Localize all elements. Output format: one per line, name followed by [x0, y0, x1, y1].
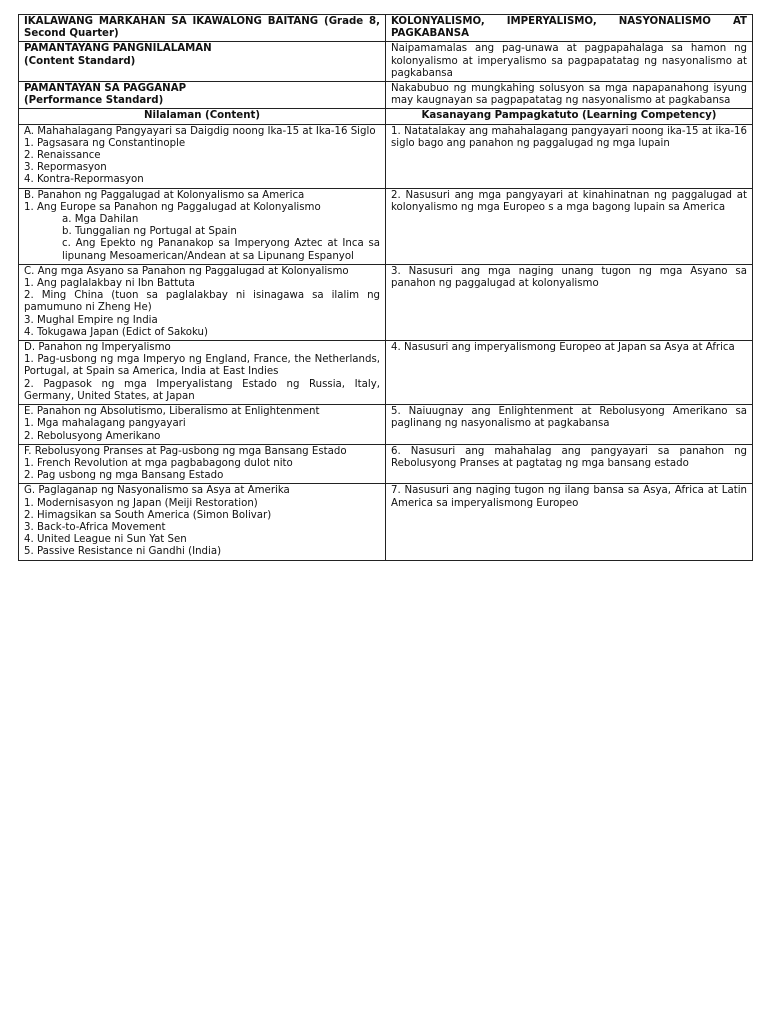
- content-column-header: Nilalaman (Content): [19, 109, 386, 124]
- competency-cell: 1. Natatalakay ang mahahalagang pangyayari noong ika-15 at ika-16 siglo bago ang panahon ng paggalugad ng mga lupain: [386, 124, 753, 188]
- curriculum-table: [18, 14, 753, 561]
- content-cell: [19, 405, 386, 445]
- section-heading: D. Panahon ng Imperyalismo: [24, 342, 171, 354]
- content-item: 4. United League ni Sun Yat Sen: [24, 534, 187, 546]
- section-heading: A. Mahahalagang Pangyayari sa Daigdig noong Ika-15 at Ika-16 Siglo: [24, 125, 376, 137]
- content-cell: [19, 444, 386, 484]
- content-item: 3. Mughal Empire ng India: [24, 314, 158, 326]
- content-subitem: b. Tunggalian ng Portugal at Spain: [62, 226, 237, 238]
- content-standard-row: [19, 42, 753, 82]
- content-cell: [19, 341, 386, 405]
- performance-standard-text: Nakabubuo ng mungkahing solusyon sa mga napapanahong isyung may kaugnayan sa pagpapatatag ng nasyonalismo at pagkabansa: [386, 82, 753, 109]
- section-heading: C. Ang mga Asyano sa Panahon ng Paggalugad at Kolonyalismo: [24, 265, 349, 277]
- performance-standard-label-cell: [19, 82, 386, 109]
- content-item: 2. Ming China (tuon sa paglalakbay ni isinagawa sa ilalim ng pamumuno ni Zheng He): [24, 290, 380, 314]
- content-item: 2. Pag usbong ng mga Bansang Estado: [24, 470, 224, 482]
- content-subitem: c. Ang Epekto ng Pananakop sa Imperyong Aztec at Inca sa lipunang Mesoamerican/Andean at sa Lipunang Espanyol: [62, 238, 380, 262]
- section-heading: G. Paglaganap ng Nasyonalismo sa Asya at Amerika: [24, 485, 290, 497]
- content-standard-label-cell: [19, 42, 386, 82]
- content-cell: [19, 264, 386, 340]
- content-row: [19, 188, 753, 264]
- content-row: [19, 444, 753, 484]
- content-item: 1. Pag-usbong ng mga Imperyo ng England, France, the Netherlands, Portugal, at Spain sa America, India at East Indies: [24, 354, 380, 378]
- content-item: 2. Renaissance: [24, 150, 101, 162]
- competency-cell: 5. Naiuugnay ang Enlightenment at Rebolusyong Amerikano sa paglinang ng nasyonalismo at pagkabansa: [386, 405, 753, 445]
- content-item: 3. Repormasyon: [24, 162, 107, 174]
- content-standard-sublabel: (Content Standard): [24, 55, 136, 67]
- content-item: 2. Himagsikan sa South America (Simon Bolivar): [24, 509, 272, 521]
- content-item: 1. Ang paglalakbay ni Ibn Battuta: [24, 278, 195, 290]
- content-item: 1. French Revolution at mga pagbabagong dulot nito: [24, 457, 293, 469]
- content-subitem: a. Mga Dahilan: [62, 214, 139, 226]
- content-item: 2. Pagpasok ng mga Imperyalistang Estado ng Russia, Italy, Germany, United States, at Japan: [24, 378, 380, 402]
- content-item: 4. Kontra-Repormasyon: [24, 174, 144, 186]
- content-item: 1. Modernisasyon ng Japan (Meiji Restoration): [24, 497, 258, 509]
- quarter-title: IKALAWANG MARKAHAN SA IKAWALONG BAITANG (Grade 8, Second Quarter): [19, 15, 386, 42]
- content-item: 3. Back-to-Africa Movement: [24, 521, 166, 533]
- content-row: [19, 124, 753, 188]
- content-rows: [19, 124, 753, 560]
- content-row: [19, 405, 753, 445]
- competency-cell: 2. Nasusuri ang mga pangyayari at kinahinatnan ng paggalugad at kolonyalismo ng mga Europeo s a mga bagong lupain sa America: [386, 188, 753, 264]
- content-item: 1. Mga mahalagang pangyayari: [24, 418, 186, 430]
- content-item: 4. Tokugawa Japan (Edict of Sakoku): [24, 326, 208, 338]
- competency-cell: 4. Nasusuri ang imperyalismong Europeo at Japan sa Asya at Africa: [386, 341, 753, 405]
- section-heading: B. Panahon ng Paggalugad at Kolonyalismo sa America: [24, 189, 305, 201]
- content-row: [19, 264, 753, 340]
- competency-cell: 7. Nasusuri ang naging tugon ng ilang bansa sa Asya, Africa at Latin America sa imperyalismong Europeo: [386, 484, 753, 560]
- competency-cell: 6. Nasusuri ang mahahalag ang pangyayari sa panahon ng Rebolusyong Pranses at pagtatag ng mga bansang estado: [386, 444, 753, 484]
- content-standard-label: PAMANTAYANG PANGNILALAMAN: [24, 43, 212, 55]
- content-row: [19, 341, 753, 405]
- content-cell: [19, 484, 386, 560]
- section-heading: E. Panahon ng Absolutismo, Liberalismo at Enlightenment: [24, 406, 320, 418]
- content-cell: [19, 188, 386, 264]
- competency-cell: 3. Nasusuri ang mga naging unang tugon ng mga Asyano sa panahon ng paggalugad at kolonyalismo: [386, 264, 753, 340]
- competency-column-header: Kasanayang Pampagkatuto (Learning Competency): [386, 109, 753, 124]
- curriculum-page: [18, 14, 750, 561]
- content-standard-text: Naipamamalas ang pag-unawa at pagpapahalaga sa hamon ng kolonyalismo at imperyalismo sa pagpapatatag ng nasyonalismo at pagkabansa: [386, 42, 753, 82]
- topic-title: KOLONYALISMO, IMPERYALISMO, NASYONALISMO AT PAGKABANSA: [386, 15, 753, 42]
- content-item: 1. Ang Europe sa Panahon ng Paggalugad at Kolonyalismo: [24, 201, 321, 213]
- column-header-row: [19, 109, 753, 124]
- content-row: [19, 484, 753, 560]
- content-item: 1. Pagsasara ng Constantinople: [24, 137, 186, 149]
- performance-standard-label: PAMANTAYAN SA PAGGANAP: [24, 83, 187, 95]
- performance-standard-row: [19, 82, 753, 109]
- content-item: 2. Rebolusyong Amerikano: [24, 430, 161, 442]
- title-row: [19, 15, 753, 42]
- content-cell: [19, 124, 386, 188]
- content-item: 5. Passive Resistance ni Gandhi (India): [24, 546, 222, 558]
- performance-standard-sublabel: (Performance Standard): [24, 95, 164, 107]
- section-heading: F. Rebolusyong Pranses at Pag-usbong ng mga Bansang Estado: [24, 445, 347, 457]
